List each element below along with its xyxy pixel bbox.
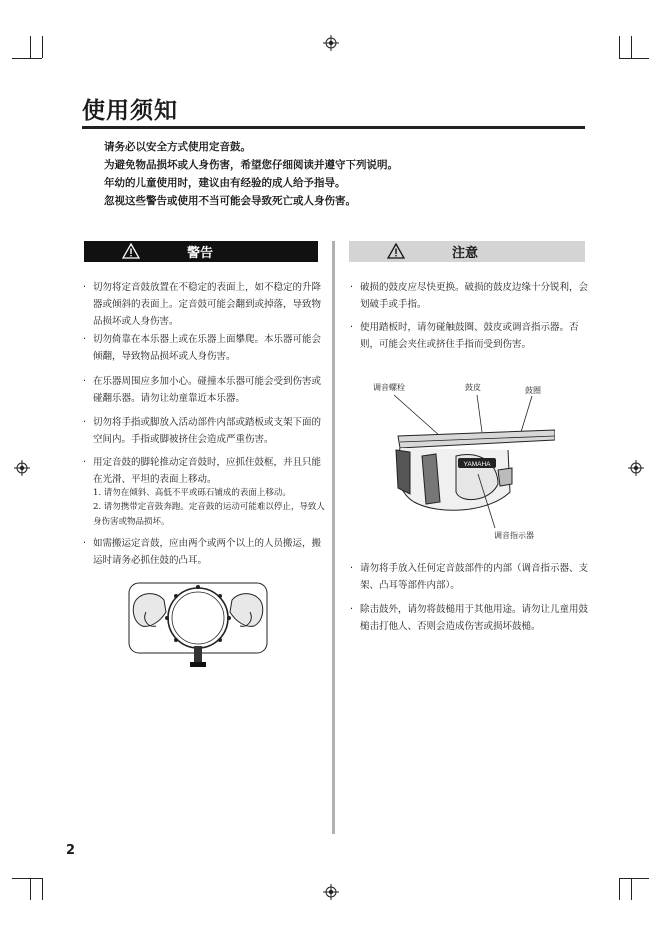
warning-item: · 切勿将定音鼓放置在不稳定的表面上，如不稳定的升降器或倾斜的表面上。定音鼓可能会翻到或掉落，导致物品损坏或人身伤害。: [83, 282, 322, 327]
intro-line: 请务必以安全方式使用定音鼓。: [104, 141, 251, 153]
caution-header: [349, 241, 585, 262]
crop-mark: [30, 878, 31, 900]
warning-subitem: 2. 请勿携带定音鼓奔跑。定音鼓的运动可能难以停止，导致人身伤害或物品损坏。: [93, 502, 325, 527]
page-number: 2: [66, 843, 76, 858]
crop-mark: [619, 878, 620, 900]
crop-mark: [12, 58, 42, 59]
registration-mark-icon: [323, 884, 339, 900]
caution-item: · 除击鼓外，请勿将鼓槌用于其他用途。请勿让儿童用鼓槌击打他人、否则会造成伤害或损坏鼓槌。: [350, 604, 589, 632]
intro-line: 忽视这些警告或使用不当可能会导致死亡或人身伤害。: [104, 195, 356, 207]
crop-mark: [42, 878, 43, 900]
warning-item: · 用定音鼓的脚轮推动定音鼓时，应抓住鼓框，并且只能在光滑、平坦的表面上移动。: [83, 457, 322, 485]
column-divider: [332, 241, 335, 834]
label-tuning-indicator: 调音指示器: [494, 531, 534, 540]
registration-mark-icon: [628, 460, 644, 476]
warning-item: · 在乐器周围应多加小心。碰撞本乐器可能会受到伤害或碰翻乐器。请勿让幼童靠近本乐器。: [83, 376, 322, 404]
caution-item: · 请勿将手放入任何定音鼓部件的内部（调音指示器、支架、凸耳等部件内部）。: [350, 563, 589, 591]
warning-item: · 切勿将手指或脚放入活动部件内部或踏板或支架下面的空间内。手指或脚被挤住会造成严重伤害。: [83, 417, 322, 445]
registration-mark-icon: [14, 460, 30, 476]
caution-item: · 使用踏板时，请勿碰触鼓圈、鼓皮或调音指示器。否则，可能会夹住或挤住手指而受到伤害。: [350, 322, 579, 350]
warning-item: · 切勿倚靠在本乐器上或在乐器上面攀爬。本乐器可能会倾翻，导致物品损坏或人身伤害。: [83, 334, 322, 362]
label-drum-head: 鼓皮: [465, 383, 481, 392]
caution-heading: 注意: [452, 246, 479, 261]
crop-mark: [631, 878, 632, 900]
intro-line: 为避免物品损坏或人身伤害，希望您仔细阅读并遵守下列说明。: [104, 159, 398, 171]
title-rule: [82, 126, 585, 129]
registration-mark-icon: [323, 35, 339, 51]
brand-logo: YAMAHA: [463, 461, 491, 468]
warning-header: [84, 241, 318, 262]
warning-subitem: 1. 请勿在倾斜、高低不平或砾石铺成的表面上移动。: [93, 488, 291, 498]
crop-mark: [12, 878, 42, 879]
crop-mark: [619, 58, 649, 59]
caution-triangle-icon: [387, 243, 405, 259]
crop-mark: [631, 36, 632, 58]
label-tuning-bolt: 调音螺栓: [373, 383, 405, 392]
crop-mark: [619, 878, 649, 879]
crop-mark: [42, 36, 43, 58]
warning-item: · 如需搬运定音鼓，应由两个或两个以上的人员搬运，搬运时请务必抓住鼓的凸耳。: [83, 538, 322, 566]
carrying-illustration: [128, 582, 268, 670]
intro-line: 年幼的儿童使用时，建议由有经验的成人给予指导。: [104, 177, 346, 189]
page-title: 使用须知: [82, 98, 178, 124]
crop-mark: [619, 36, 620, 58]
caution-item: · 破损的鼓皮应尽快更换。破损的鼓皮边缘十分锐利，会划破手或手指。: [350, 282, 589, 310]
timpani-diagram: [380, 392, 555, 532]
warning-triangle-icon: [122, 243, 140, 259]
warning-heading: 警告: [187, 246, 214, 261]
crop-mark: [30, 36, 31, 58]
label-hoop: 鼓圈: [525, 386, 541, 395]
